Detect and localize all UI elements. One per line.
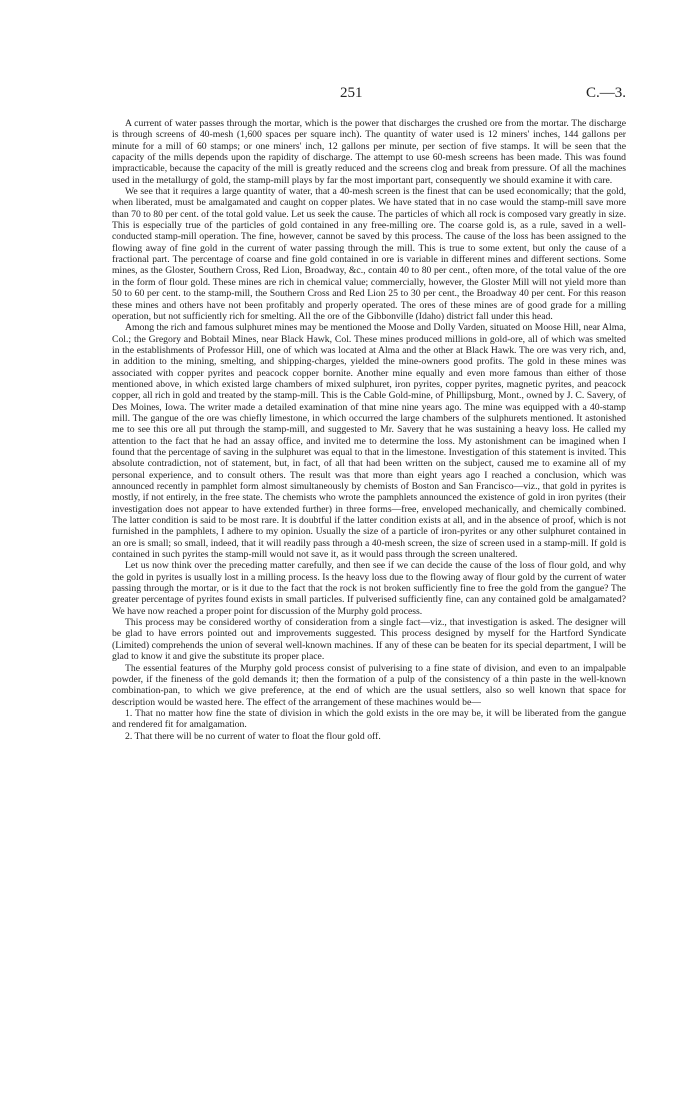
paragraph-water-and-flour-gold: We see that it requires a large quantity of water, that a 40-mesh screen is the finest that can be used economically; that the gold, when liberated, must be amalgamated and caught on copper plates. We have stated that in no case would the stamp-mill save more than 70 to 80 per cent. of the total gold value. Let us seek the cause. The particles of which all rock is composed vary greatly in size. This is especially true of the particles of gold contained in any free-milling ore. The coarse gold is, as a rule, saved in a well-conducted stamp-mill operation. The fine, however, cannot be saved by this process. The cause of the loss has been assigned to the flowing away of fine gold in the current of water passing through the mill. This is true to some extent, but only the cause of a fractional part. The percentage of coarse and fine gold contained in ore is variable in different mines and different sections. Some mines, as the Gloster, Southern Cross, Red Lion, Broadway, &c., contain 40 to 80 per cent., often more, of the total value of the ore in the form of flour gold. These mines are rich in chemical value; commercially, however, the Gloster Mill will not yield more than 50 to 60 per cent. to the stamp-mill, the Southern Cross and Red Lion 25 to 30 per cent., the Broadway 40 per cent. For this reason these mines and others have not been profitably and properly operated. The ores of these mines are of good grade for a milling operation, but not sufficiently rich for smelting. All the ore of the Gibbonville (Idaho) district fall under this head. [112,186,626,322]
paragraph-sulphuret-mines: Among the rich and famous sulphuret mines may be mentioned the Moose and Dolly Varden, situated on Moose Hill, near Alma, Col.; the Gregory and Bobtail Mines, near Black Hawk, Col. These mines produced millions in gold-ore, all of which was smelted in the establishments of Professor Hill, one of which was located at Alma and the other at Black Hawk. The ore was very rich, and, in addition to the mining, smelting, and shipping-charges, yielded the mine-owners good profits. The gold in these mines was associated with copper pyrites and peacock copper bornite. Another mine equally and even more famous than either of those mentioned above, in which existed large chambers of mixed sulphuret, iron pyrites, copper pyrites, magnetic pyrites, and peacock copper, all rich in gold and treated by the stamp-mill. This is the Cable Gold-mine, of Phillipsburg, Mont., owned by J. C. Savery, of Des Moines, Iowa. The writer made a detailed examination of that mine nine years ago. The mine was equipped with a 40-stamp mill. The gangue of the ore was chiefly limestone, in which occurred the large chambers of the sulphurets mentioned. It astonished me to see this ore all put through the stamp-mill, and suggested to Mr. Savery that he was sustaining a heavy loss. He called my attention to the fact that he had an assay office, and invited me to determine the loss. My astonishment can be imagined when I found that the percentage of saving in the sulphuret was equal to that in the limestone. Investigation of this statement is invited. This absolute contradiction, not of statement, but, in fact, of all that had been written on the subject, caused me to examine all of my personal experience, and to consult others. The result was that more than eight years ago I reached a conclusion, which was announced recently in pamphlet form almost simultaneously by chemists of Boston and San Francisco—viz., that gold in pyrites is mostly, if not entirely, in the free state. The chemists who wrote the pamphlets announced the existence of gold in iron pyrites (their investigation does not appear to have extended further) in three forms—free, enveloped mechanically, and chemically combined. The latter condition is said to be most rare. It is doubtful if the latter condition exists at all, and in the absence of proof, which is not furnished in the pamphlets, I adhere to my opinion. Usually the size of a particle of iron-pyrites or any other sulphuret contained in an ore is small; so small, indeed, that it will readily pass through a 40-mesh screen, the size of screen used in a stamp-mill. If gold is contained in such pyrites the stamp-mill would not save it, as it would pass through the screen unaltered. [112,322,626,561]
list-item-liberation: 1. That no matter how fine the state of division in which the gold exists in the ore may be, it will be liberated from the gangue and rendered fit for amalgamation. [112,707,626,731]
paragraph-loss-of-flour-gold: Let us now think over the preceding matter carefully, and then see if we can decide the cause of the loss of flour gold, and why the gold in pyrites is usually lost in a milling process. Is the heavy loss due to the flowing away of flour gold by the current of water passing through the mortar, or is it due to the fact that the rock is not broken sufficiently fine to free the gold from the gangue? The greater percentage of pyrites found exists in small particles. If pulverised sufficiently fine, can any contained gold be amalgamated? We have now reached a proper point for discussion of the Murphy gold process. [112,560,626,617]
document-page [112,85,626,742]
list-item-no-current: 2. That there will be no current of water to float the flour gold off. [125,730,381,742]
page-reference: C.—3. [585,85,626,101]
paragraph-essential-features: The essential features of the Murphy gold process consist of pulverising to a fine state of division, and even to an impalpable powder, if the fineness of the gold demands it; then the formation of a pulp of the consistency of a thin paste in the well-known combination-pan, to which we give preference, at the end of which are the usual settlers, also so well known that space for description would be wasted here. The effect of the arrangement of these machines would be— [112,662,626,708]
page-header [112,85,626,118]
document-body [112,118,626,742]
paragraph-process-consideration: This process may be considered worthy of consideration from a single fact—viz., that investigation is asked. The designer will be glad to have errors pointed out and improvements suggested. This process designed by myself for the Hartford Syndicate (Limited) comprehends the union of several well-known machines. If any of these can be beaten for its special department, I will be glad to know it and give the substitute its proper place. [112,617,626,663]
page-number: 251 [340,85,363,101]
paragraph-stamp-mill-discharge: A current of water passes through the mortar, which is the power that discharges the crushed ore from the mortar. The discharge is through screens of 40-mesh (1,600 spaces per square inch). The quantity of water used is 12 miners' inches, 144 gallons per minute for a mill of 60 stamps; or one miners' inch, 12 gallons per minute, per section of five stamps. It will be seen that the capacity of the mills depends upon the rapidity of discharge. The attempt to use 60-mesh screens has been made. This was found impracticable, because the capacity of the mill is greatly reduced and the screens clog and break from pressure. Of all the machines used in the metallurgy of gold, the stamp-mill plays by far the most important part, consequently we should examine it with care. [112,118,626,186]
